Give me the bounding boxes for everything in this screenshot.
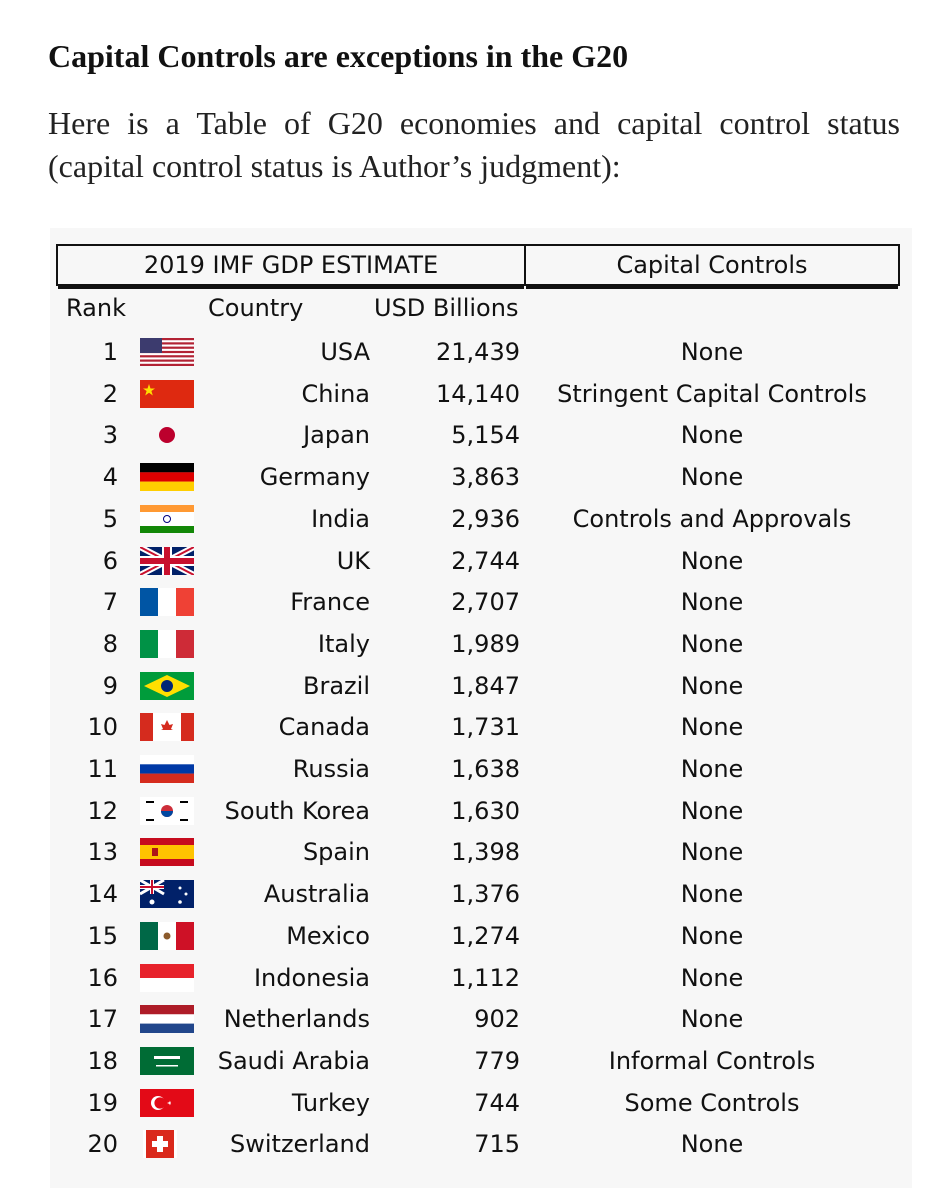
brazil-flag-icon — [140, 672, 194, 700]
table-row — [0, 665, 944, 707]
canada-flag-icon — [140, 713, 194, 741]
capital-controls-cell: Controls and Approvals — [572, 504, 852, 533]
rank-cell: 13 — [87, 838, 118, 867]
rank-cell: 2 — [102, 379, 118, 408]
table-row — [0, 873, 944, 915]
rank-cell: 12 — [87, 796, 118, 825]
country-cell: Indonesia — [253, 963, 370, 992]
gdp-cell: 715 — [474, 1130, 520, 1159]
france-flag-icon — [140, 588, 194, 616]
capital-controls-cell: None — [680, 463, 744, 492]
capital-controls-cell: None — [680, 1005, 744, 1034]
country-cell: Netherlands — [223, 1005, 370, 1034]
table-row — [0, 581, 944, 623]
capital-controls-cell: None — [680, 546, 744, 575]
table-row — [0, 1123, 944, 1165]
country-cell: Brazil — [303, 671, 370, 700]
table-row — [0, 957, 944, 999]
gdp-cell: 1,274 — [451, 921, 520, 950]
indonesia-flag-icon — [140, 964, 194, 992]
country-cell: Mexico — [286, 921, 370, 950]
rank-cell: 3 — [102, 421, 118, 450]
capital-controls-cell: None — [680, 338, 744, 366]
page-title: Capital Controls are exceptions in the G20 — [48, 38, 629, 74]
rank-cell: 7 — [102, 588, 118, 617]
gdp-cell: 2,744 — [451, 546, 520, 575]
gdp-cell: 5,154 — [451, 421, 520, 450]
south-korea-flag-icon — [140, 797, 194, 825]
capital-controls-cell: None — [680, 588, 744, 617]
rank-cell: 10 — [87, 713, 118, 742]
country-cell: Germany — [259, 463, 370, 492]
gdp-cell: 1,847 — [451, 671, 520, 700]
country-cell: South Korea — [224, 796, 370, 825]
gdp-cell: 1,638 — [451, 755, 520, 783]
germany-flag-icon — [140, 463, 194, 491]
capital-controls-cell: Stringent Capital Controls — [557, 379, 867, 408]
capital-controls-cell: None — [680, 629, 744, 658]
table-row — [0, 831, 944, 873]
gdp-cell: 1,398 — [451, 838, 520, 867]
table-header-gdp-estimate: 2019 IMF GDP ESTIMATE — [56, 244, 526, 286]
netherlands-flag-icon — [140, 1005, 194, 1033]
country-cell: Canada — [278, 713, 370, 742]
rank-cell: 4 — [102, 463, 118, 492]
rank-cell: 17 — [87, 1005, 118, 1034]
capital-controls-cell: None — [680, 921, 744, 950]
country-cell: China — [301, 379, 370, 408]
rank-cell: 6 — [102, 546, 118, 575]
table-row — [0, 623, 944, 665]
gdp-cell: 902 — [474, 1005, 520, 1034]
rank-cell: 20 — [87, 1130, 118, 1159]
mexico-flag-icon — [140, 922, 194, 950]
rank-cell: 9 — [102, 671, 118, 700]
gdp-cell: 2,707 — [451, 588, 520, 617]
usa-flag-icon — [140, 338, 194, 366]
gdp-cell: 1,630 — [451, 796, 520, 825]
country-cell: Russia — [292, 755, 370, 783]
country-cell: USA — [320, 338, 370, 366]
capital-controls-cell: None — [680, 421, 744, 450]
saudi-arabia-flag-icon — [140, 1047, 194, 1075]
country-cell: France — [290, 588, 370, 617]
italy-flag-icon — [140, 630, 194, 658]
capital-controls-cell: None — [680, 1130, 744, 1159]
capital-controls-cell: None — [680, 671, 744, 700]
country-cell: Australia — [263, 880, 370, 909]
country-cell: Saudi Arabia — [217, 1046, 370, 1075]
table-row — [0, 498, 944, 540]
capital-controls-cell: None — [680, 963, 744, 992]
gdp-cell: 2,936 — [451, 504, 520, 533]
gdp-cell: 1,112 — [451, 963, 520, 992]
table-row — [0, 414, 944, 456]
column-header-usd-billions: USD Billions — [374, 294, 519, 322]
table-row — [0, 790, 944, 832]
russia-flag-icon — [140, 755, 194, 783]
india-flag-icon — [140, 505, 194, 533]
uk-flag-icon — [140, 547, 194, 575]
switzerland-flag-icon — [140, 1130, 194, 1158]
country-cell: Italy — [317, 629, 370, 658]
capital-controls-cell: None — [680, 838, 744, 867]
gdp-cell: 1,731 — [451, 713, 520, 742]
china-flag-icon — [140, 380, 194, 408]
rank-cell: 15 — [87, 921, 118, 950]
gdp-cell: 3,863 — [451, 463, 520, 492]
capital-controls-cell: None — [680, 713, 744, 742]
rank-cell: 5 — [102, 504, 118, 533]
rank-cell: 8 — [102, 629, 118, 658]
australia-flag-icon — [140, 880, 194, 908]
column-header-rank: Rank — [66, 294, 126, 322]
table-row — [0, 1082, 944, 1124]
intro-paragraph: Here is a Table of G20 economies and capital control status (capital control status is Author’s judgment): — [48, 105, 900, 184]
turkey-flag-icon — [140, 1089, 194, 1117]
country-cell: Spain — [302, 838, 370, 867]
rank-cell: 19 — [87, 1088, 118, 1117]
table-row — [0, 1040, 944, 1082]
rank-cell: 11 — [87, 755, 118, 783]
rank-cell: 18 — [87, 1046, 118, 1075]
country-cell: Japan — [303, 421, 370, 450]
capital-controls-cell: None — [680, 755, 744, 783]
country-cell: India — [311, 504, 370, 533]
gdp-cell: 744 — [474, 1088, 520, 1117]
column-header-country: Country — [208, 294, 304, 322]
capital-controls-cell: None — [680, 880, 744, 909]
capital-controls-cell: Informal Controls — [608, 1046, 816, 1075]
rank-cell: 14 — [87, 880, 118, 909]
table-row — [0, 373, 944, 415]
table-row — [0, 540, 944, 582]
gdp-cell: 21,439 — [436, 338, 520, 366]
spain-flag-icon — [140, 838, 194, 866]
gdp-cell: 1,989 — [451, 629, 520, 658]
gdp-cell: 14,140 — [436, 379, 520, 408]
capital-controls-cell: Some Controls — [624, 1088, 800, 1117]
gdp-cell: 779 — [474, 1046, 520, 1075]
table-row — [0, 998, 944, 1040]
table-row — [0, 456, 944, 498]
gdp-cell: 1,376 — [451, 880, 520, 909]
table-row — [0, 331, 944, 373]
rank-cell: 1 — [102, 338, 118, 366]
rank-cell: 16 — [87, 963, 118, 992]
country-cell: UK — [336, 546, 370, 575]
country-cell: Turkey — [291, 1088, 370, 1117]
table-header-capital-controls: Capital Controls — [524, 244, 900, 286]
table-row — [0, 748, 944, 790]
japan-flag-icon — [140, 421, 194, 449]
table-row — [0, 915, 944, 957]
table-row — [0, 706, 944, 748]
country-cell: Switzerland — [230, 1130, 370, 1159]
capital-controls-cell: None — [680, 796, 744, 825]
